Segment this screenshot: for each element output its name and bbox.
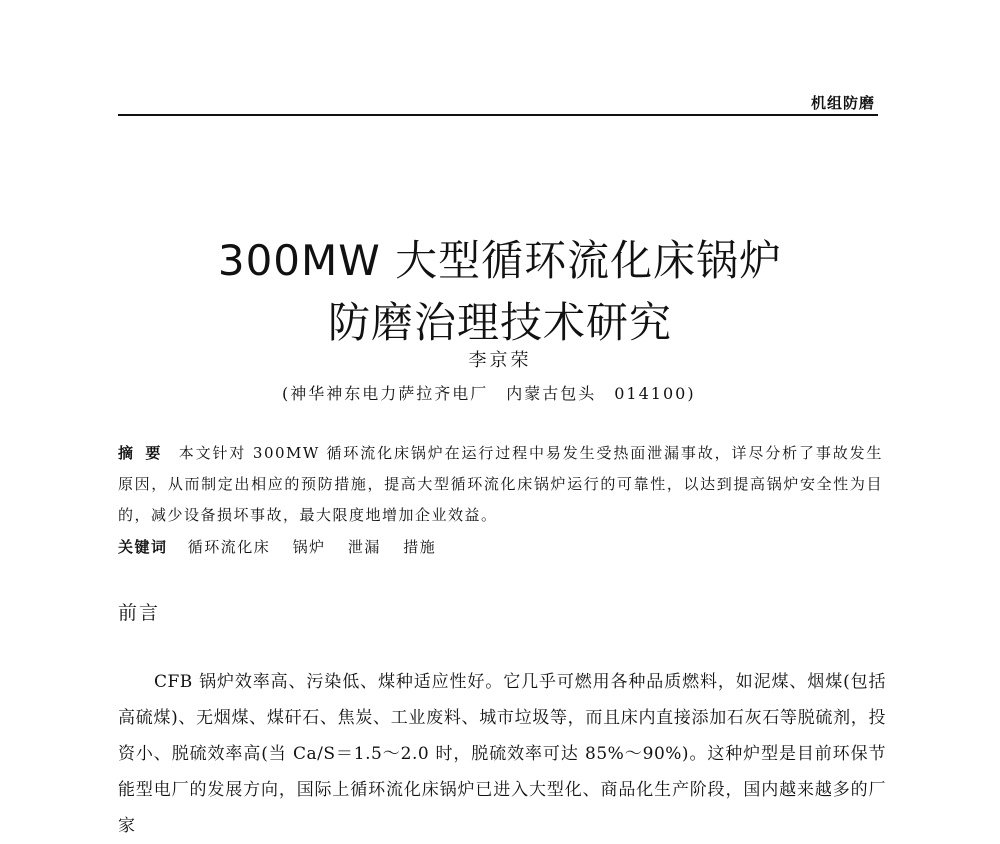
abstract <box>118 438 883 531</box>
title-line-1: 300MW 大型循环流化床锅炉 <box>217 236 783 286</box>
keyword-item: 循环流化床 <box>187 538 271 556</box>
keyword-item: 措施 <box>403 538 437 556</box>
keywords <box>118 536 452 557</box>
author-name: 李京荣 <box>468 350 532 371</box>
author-affiliation: (神华神东电力萨拉齐电厂 内蒙古包头 014100) <box>282 384 696 403</box>
title-line-2: 防磨治理技术研究 <box>327 298 672 348</box>
header-rule <box>118 114 878 116</box>
keyword-item: 锅炉 <box>292 538 326 556</box>
abstract-text: 本文针对 300MW 循环流化床锅炉在运行过程中易发生受热面泄漏事故，详尽分析了事故发生原因，从而制定出相应的预防措施，提高大型循环流化床锅炉运行的可靠性，以达到提高锅炉安全性为目的，减少设备损坏事故，最大限度地增加企业效益。 <box>118 444 883 524</box>
keywords-label: 关键词 <box>118 538 168 556</box>
body-paragraph: CFB 锅炉效率高、污染低、煤种适应性好。它几乎可燃用各种品质燃料，如泥煤、烟煤(包括高硫煤)、无烟煤、煤矸石、焦炭、工业废料、城市垃圾等，而且床内直接添加石灰石等脱硫剂，投资小、脱硫效率高(当 Ca/S＝1.5～2.0 时，脱硫效率可达 85%～90%)。这种炉型是目前环保节能型电厂的发展方向，国际上循环流化床锅炉已进入大型化、商品化生产阶段，国内越来越多的厂家 <box>118 672 886 836</box>
running-head: 机组防磨 <box>810 94 875 112</box>
section-heading: 前言 <box>118 602 161 624</box>
keyword-item: 泄漏 <box>347 538 381 556</box>
abstract-label: 摘要 <box>118 444 173 462</box>
